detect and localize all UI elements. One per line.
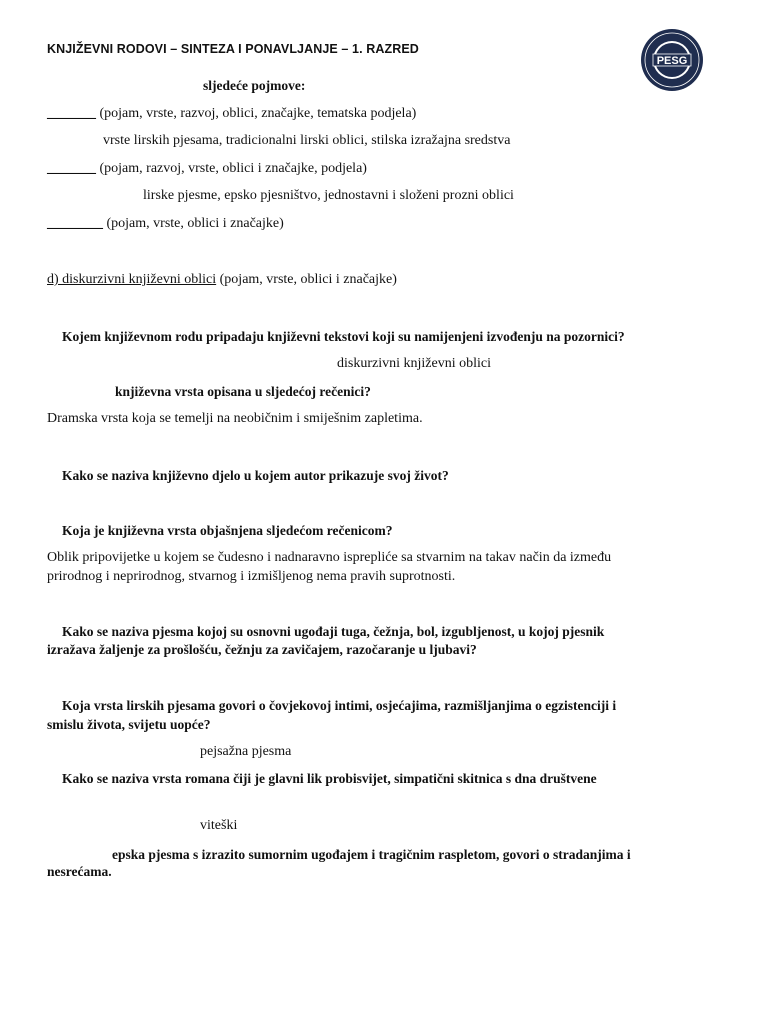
school-logo [640,28,704,92]
item-c-text: (pojam, vrste, oblici i značajke) [103,216,284,231]
document-header: KNJIŽEVNI RODOVI – SINTEZA I PONAVLJANJE – 1. RAZRED [47,42,419,56]
question-1: Kojem književnom rodu pripadaju književni tekstovi koji su namijenjeni izvođenju na pozornici? [62,329,625,344]
question-8-line-1: epska pjesma s izrazito sumornim ugođajem i tragičnim raspletom, govori o stradanjima i [112,847,631,862]
question-1-answer: diskurzivni književni oblici [337,356,491,371]
question-7-answer: viteški [200,818,238,833]
item-a [47,104,416,123]
question-2-text: Dramska vrsta koja se temelji na neobičnim i smiješnim zapletima. [47,411,423,426]
question-5-line-2: izražava žaljenje za prošlošću, čežnju za zavičajem, razočaranje u ljubavi? [47,642,477,657]
item-a-text: (pojam, vrste, razvoj, oblici, značajke, tematska podjela) [96,106,417,121]
item-b-answer: lirske pjesme, epsko pjesništvo, jednostavni i složeni prozni oblici [143,188,514,203]
answer-blank: _______ [47,106,96,121]
item-d-text: (pojam, vrste, oblici i značajke) [216,272,397,287]
question-5-line-1: Kako se naziva pjesma kojoj su osnovni ugođaji tuga, čežnja, bol, izgubljenost, u kojoj pjesnik [62,624,605,639]
question-7: Kako se naziva vrsta romana čiji je glavni lik probisvijet, simpatični skitnica s dna društvene [62,771,597,786]
question-4-text-line-1: Oblik pripovijetke u kojem se čudesno i nadnaravno isprepliće sa stvarnim na takav način da između [47,550,612,565]
question-4-text-line-2: prirodnog i neprirodnog, stvarnog i izmišljenog nema pravih suprotnosti. [47,569,456,584]
item-b [47,159,367,178]
item-d-label: d) diskurzivni književni oblici [47,272,217,287]
item-c [47,214,284,233]
item-a-answer: vrste lirskih pjesama, tradicionalni lirski oblici, stilska izražajna sredstva [103,133,511,148]
question-6-line-2: smislu života, svijetu uopće? [47,717,211,732]
question-3: Kako se naziva književno djelo u kojem autor prikazuje svoj život? [62,468,449,483]
question-4: Koja je književna vrsta objašnjena sljedećom rečenicom? [62,523,393,538]
answer-blank: _______ [47,161,96,176]
question-8-line-2: nesrećama. [47,864,112,879]
question-6-answer: pejsažna pjesma [200,744,292,759]
logo-text: PESG [656,55,688,67]
answer-blank: ________ [47,216,103,231]
question-2: književna vrsta opisana u sljedećoj rečenici? [115,384,371,399]
item-b-text: (pojam, razvoj, vrste, oblici i značajke, podjela) [96,161,367,176]
intro-line: sljedeće pojmove: [203,78,306,93]
question-6-line-1: Koja vrsta lirskih pjesama govori o čovjekovoj intimi, osjećajima, razmišljanjima o egzistenciji i [62,698,617,713]
item-d [47,270,397,289]
